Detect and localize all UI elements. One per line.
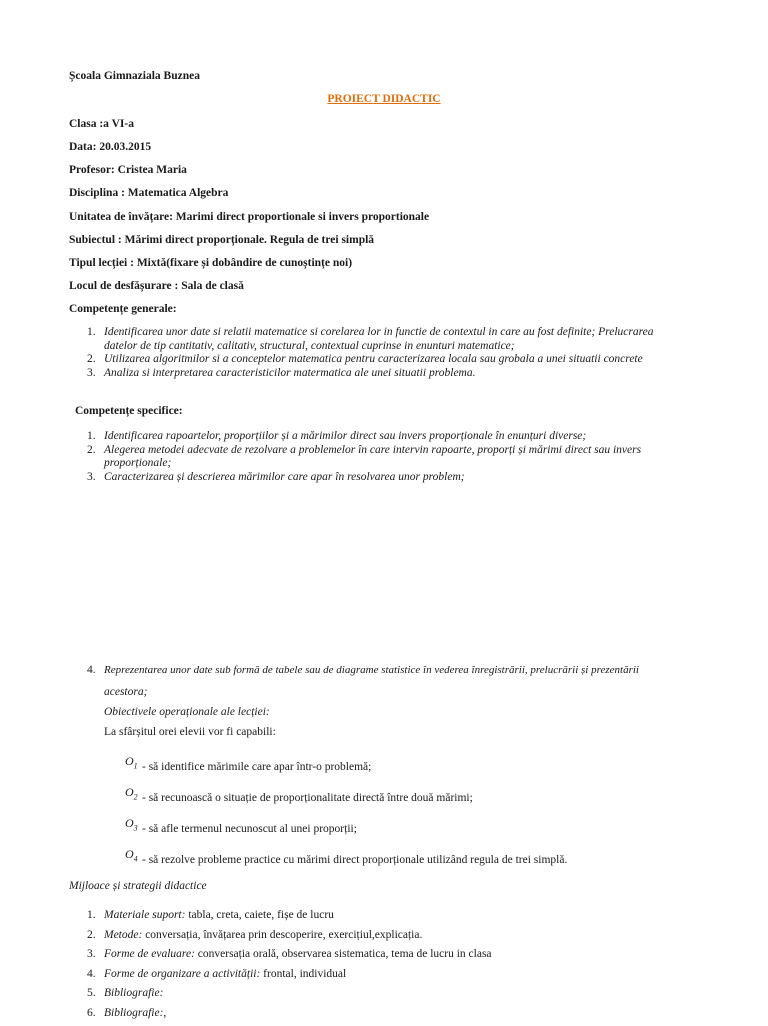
heading-mijloace: Mijloace și strategii didactice: [69, 880, 207, 892]
objective-symbol: $O_2$: [125, 785, 138, 802]
heading-competente-generale: Competențe generale:: [69, 303, 177, 315]
list-item: 6. Bibliografie:,: [87, 1006, 167, 1019]
school-name: Școala Gimnaziala Buznea: [69, 70, 200, 82]
heading-competente-specifice: Competențe specifice:: [75, 405, 183, 417]
list-item: 5. Bibliografie:: [87, 987, 164, 999]
field-data: Data: 20.03.2015: [69, 141, 152, 153]
document-page: Școala Gimnaziala Buznea PROIECT DIDACTIC Clasa :a VI-a Data: 20.03.2015 Profesor: Cristea Maria Disciplina : Matematica Algebra Unitatea de învățare: Marimi direct proportionale si invers proportionale Subiectul : Mărimi direct proporționale. Regula de trei simplă Tipul lecției : Mixtă(fixare și dobândire de cunoștințe noi) Locul de desfășurare : Sala de clasă Competențe generale: 1. Identificarea unor date si relatii matematice si corelarea lor in functie de contextul in care au fost definite; Prelucrarea datelor de tip cantitativ, calitativ, structural, contextual cuprinse in enunturi matematice; 2. Utilizarea algoritmilor si a conceptelor matematica pentru caracterizarea locala sau grobala a unei situatii concrete 3. Analiza si interpretarea caracteristicilor matermatica ale unei situatii problema. Competențe specifice: 1. Identificarea rapoartelor, proporțiilor și a mărimilor direct sau invers proporționale în enunțuri diverse; 2. Alegerea metodei adecvate de rezolvare a problemelor în care intervin rapoarte, proporți și mărimi direct sau invers proporționale; 3. Caracterizarea și descrierea mărimilor care apar în resolvarea unor problem; 4. Reprezentarea unor date sub formă de tabele sau de diagrame statistice în vederea înregistrării, prelucrării și prezentării acestora; Obiectivele operaționale ale lecției: La sfârșitul orei elevii vor fi capabili: $O_1$ - să identifice mărimile care apar într-o problemă; $O_2$ - să recunoască o situație de proporționalitate directă între două mărimi; $O_3$ - să afle termenul necunoscut al unei proporții; $O_4$ - să rezolve probleme practice cu mărimi direct proporționale utilizând regula de trei simplă. Mijloace și strategii didactice 1. Materiale suport: tabla, creta, caiete, fișe de lucru 2. Metode: conversația, învățarea prin descoperire, exercițiul,explicația. 3. Forme de evaluare: conversația orală, observarea sistematica, tema de lucru in clasa 4. Forme de organizare a activității: frontal, individual 5. Bibliografie: 6. Bibliografie:,: [0, 0, 768, 1024]
list-item: 2. Alegerea metodei adecvate de rezolvare a problemelor în care intervin rapoarte, proporți și mărimi direct sau invers proporționale;: [87, 443, 642, 469]
list-mijloace: [87, 909, 704, 1026]
list-item: 4. Forme de organizare a activității: frontal, individual: [87, 967, 347, 980]
list-item: 3. Forme de evaluare: conversația orală, observarea sistematica, tema de lucru in clasa: [87, 948, 492, 960]
field-clasa: Clasa :a VI-a: [69, 118, 134, 130]
field-subiectul: Subiectul : Mărimi direct proporționale. Regula de trei simplă: [69, 234, 375, 246]
list-item: 3. Analiza si interpretarea caracteristicilor matermatica ale unei situatii problema.: [87, 366, 476, 379]
list-item: 3. Caracterizarea și descrierea mărimilor care apar în resolvarea unor problem;: [87, 470, 465, 483]
list-item: 1. Identificarea unor date si relatii matematice si corelarea lor in functie de contextul in care au fost definite; Prelucrarea datelor de tip cantitativ, calitativ, structural, contextual cuprinse in enunturi matematice;: [87, 326, 654, 352]
objective-symbol: $O_3$: [125, 816, 138, 833]
objective-symbol: $O_4$: [125, 847, 138, 864]
item4-text: Reprezentarea unor date sub formă de tabele sau de diagrame statistice în vederea înregistrării, prelucrării și prezentării: [104, 664, 639, 676]
list-competente-generale: [87, 326, 684, 380]
objective-symbol: $O_1$: [125, 754, 138, 771]
list-item: 1. Materiale suport: tabla, creta, caiete, fișe de lucru: [87, 909, 334, 921]
obiective-intro: La sfârșitul orei elevii vor fi capabili:: [104, 726, 276, 738]
list-competente-specifice: [87, 430, 684, 484]
item4-text-cont: acestora;: [104, 686, 148, 698]
field-tipul: Tipul lecției : Mixtă(fixare și dobândire de cunoștințe noi): [69, 257, 353, 269]
list-item: 2. Metode: conversația, învățarea prin descoperire, exercițiul,explicația.: [87, 928, 423, 941]
list-item: 1. Identificarea rapoartelor, proporțiilor și a mărimilor direct sau invers proporționale în enunțuri diverse;: [87, 430, 587, 442]
heading-obiective: Obiectivele operaționale ale lecției:: [104, 706, 270, 718]
list-item: 2. Utilizarea algoritmilor si a conceptelor matematica pentru caracterizarea locala sau grobala a unei situatii concrete: [87, 353, 643, 365]
document-title: PROIECT DIDACTIC: [327, 93, 441, 105]
field-disciplina: Disciplina : Matematica Algebra: [69, 187, 229, 199]
field-locul: Locul de desfășurare : Sala de clasă: [69, 280, 244, 292]
field-profesor: Profesor: Cristea Maria: [69, 164, 187, 176]
field-unitatea: Unitatea de învățare: Marimi direct proportionale si invers proportionale: [69, 211, 430, 223]
item4-number: 4.: [87, 664, 96, 676]
